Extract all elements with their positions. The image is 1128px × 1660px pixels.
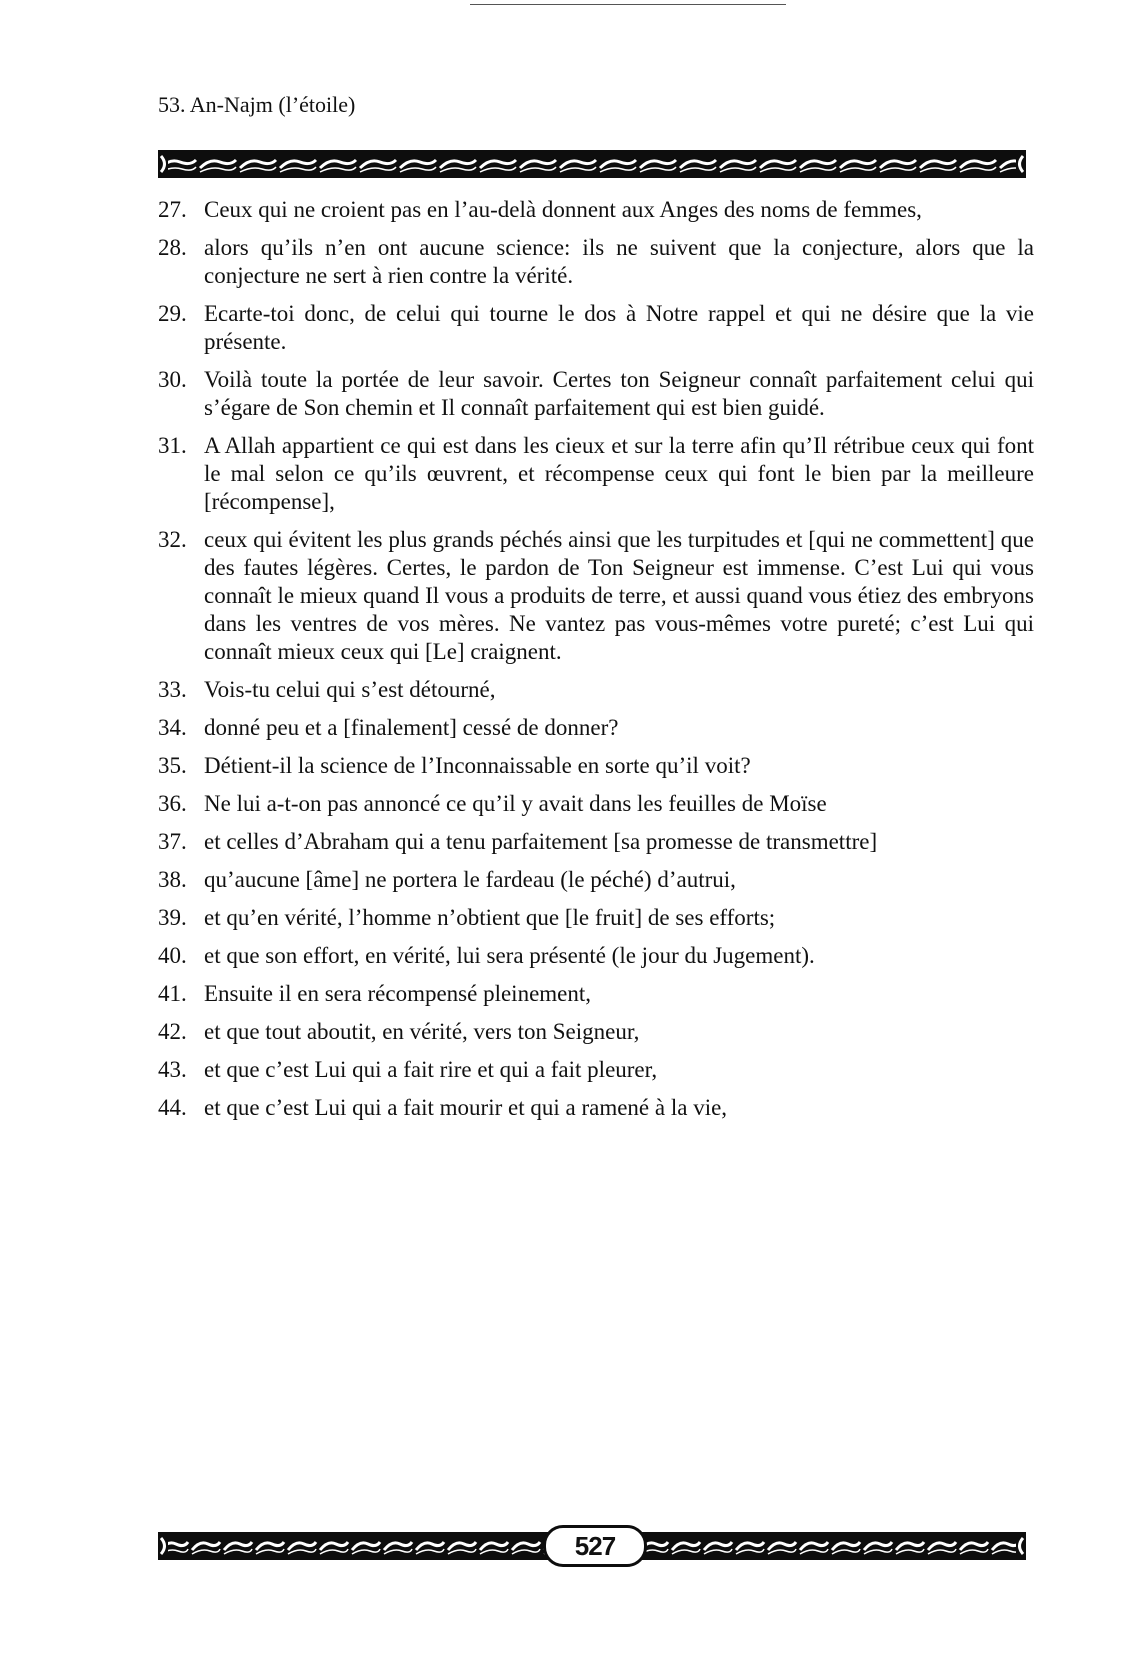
verse bbox=[158, 752, 1034, 780]
verse-number: 31. bbox=[158, 433, 187, 458]
verse bbox=[158, 432, 1034, 516]
verse-number: 41. bbox=[158, 981, 187, 1006]
verse bbox=[158, 714, 1034, 742]
verse-number: 34. bbox=[158, 715, 187, 740]
verse-number: 30. bbox=[158, 367, 187, 392]
verse-text: alors qu’ils n’en ont aucune science: ils ne suivent que la conjecture, alors que la conjecture ne sert à rien contre la vérité. bbox=[204, 235, 1034, 288]
verse-text: et que son effort, en vérité, lui sera présenté (le jour du Jugement). bbox=[204, 943, 815, 968]
ornament-pattern-top bbox=[158, 150, 1026, 178]
verse-text: Voilà toute la portée de leur savoir. Certes ton Seigneur connaît parfaitement celui qui s’égare de Son chemin et Il connaît parfaitement qui est bien guidé. bbox=[204, 367, 1034, 420]
verse-text: et que c’est Lui qui a fait rire et qui a fait pleurer, bbox=[204, 1057, 658, 1082]
verse-text: donné peu et a [finalement] cessé de donner? bbox=[204, 715, 619, 740]
verse-number: 37. bbox=[158, 829, 187, 854]
top-rule bbox=[470, 4, 786, 5]
verse-number: 29. bbox=[158, 301, 187, 326]
verse-text: A Allah appartient ce qui est dans les cieux et sur la terre afin qu’Il rétribue ceux qui font le mal selon ce qu’ils œuvrent, et récompense ceux qui font le bien par la meilleure [récompense], bbox=[204, 433, 1034, 514]
verse bbox=[158, 234, 1034, 290]
verse-number: 35. bbox=[158, 753, 187, 778]
verse-text: et qu’en vérité, l’homme n’obtient que [le fruit] de ses efforts; bbox=[204, 905, 776, 930]
verse-number: 36. bbox=[158, 791, 187, 816]
verse bbox=[158, 1094, 1034, 1122]
verse-text: et que tout aboutit, en vérité, vers ton Seigneur, bbox=[204, 1019, 640, 1044]
verse-number: 38. bbox=[158, 867, 187, 892]
verse-number: 27. bbox=[158, 197, 187, 222]
verse-number: 32. bbox=[158, 527, 187, 552]
verse-number: 33. bbox=[158, 677, 187, 702]
verse-text: ceux qui évitent les plus grands péchés ainsi que les turpitudes et [qui ne commettent] que des fautes légères. Certes, le pardon de Ton Seigneur est immense. C’est Lui qui vous connaît le mieux quand Il vous a produits de terre, et aussi quand vous étiez des embryons dans les ventres de vos mères. Ne vantez pas vous-mêmes votre pureté; c’est Lui qui connaît mieux ceux qui [Le] craignent. bbox=[204, 527, 1034, 664]
verse-text: Ceux qui ne croient pas en l’au-delà donnent aux Anges des noms de femmes, bbox=[204, 197, 922, 222]
verse bbox=[158, 942, 1034, 970]
verse-number: 44. bbox=[158, 1095, 187, 1120]
verse-text: Vois-tu celui qui s’est détourné, bbox=[204, 677, 496, 702]
verse-text: Détient-il la science de l’Inconnaissable en sorte qu’il voit? bbox=[204, 753, 751, 778]
verse-text: Ecarte-toi donc, de celui qui tourne le dos à Notre rappel et qui ne désire que la vie présente. bbox=[204, 301, 1034, 354]
verse bbox=[158, 300, 1034, 356]
top-ornament-band bbox=[158, 150, 1026, 178]
verse bbox=[158, 526, 1034, 666]
verse bbox=[158, 676, 1034, 704]
verse-text: et que c’est Lui qui a fait mourir et qui a ramené à la vie, bbox=[204, 1095, 728, 1120]
verse-text: et celles d’Abraham qui a tenu parfaitement [sa promesse de transmettre] bbox=[204, 829, 878, 854]
running-header: 53. An-Najm (l’étoile) bbox=[158, 92, 356, 117]
page-number: 527 bbox=[543, 1525, 647, 1567]
verse-list bbox=[158, 196, 1034, 1132]
verse bbox=[158, 1056, 1034, 1084]
verse bbox=[158, 790, 1034, 818]
verse bbox=[158, 1018, 1034, 1046]
verse-text: qu’aucune [âme] ne portera le fardeau (le péché) d’autrui, bbox=[204, 867, 736, 892]
verse bbox=[158, 980, 1034, 1008]
verse bbox=[158, 904, 1034, 932]
verse bbox=[158, 196, 1034, 224]
verse-text: Ne lui a-t-on pas annoncé ce qu’il y avait dans les feuilles de Moïse bbox=[204, 791, 827, 816]
verse bbox=[158, 866, 1034, 894]
verse-number: 42. bbox=[158, 1019, 187, 1044]
verse-number: 39. bbox=[158, 905, 187, 930]
verse-text: Ensuite il en sera récompensé pleinement, bbox=[204, 981, 592, 1006]
verse-number: 28. bbox=[158, 235, 187, 260]
verse-number: 40. bbox=[158, 943, 187, 968]
verse bbox=[158, 366, 1034, 422]
verse bbox=[158, 828, 1034, 856]
verse-number: 43. bbox=[158, 1057, 187, 1082]
